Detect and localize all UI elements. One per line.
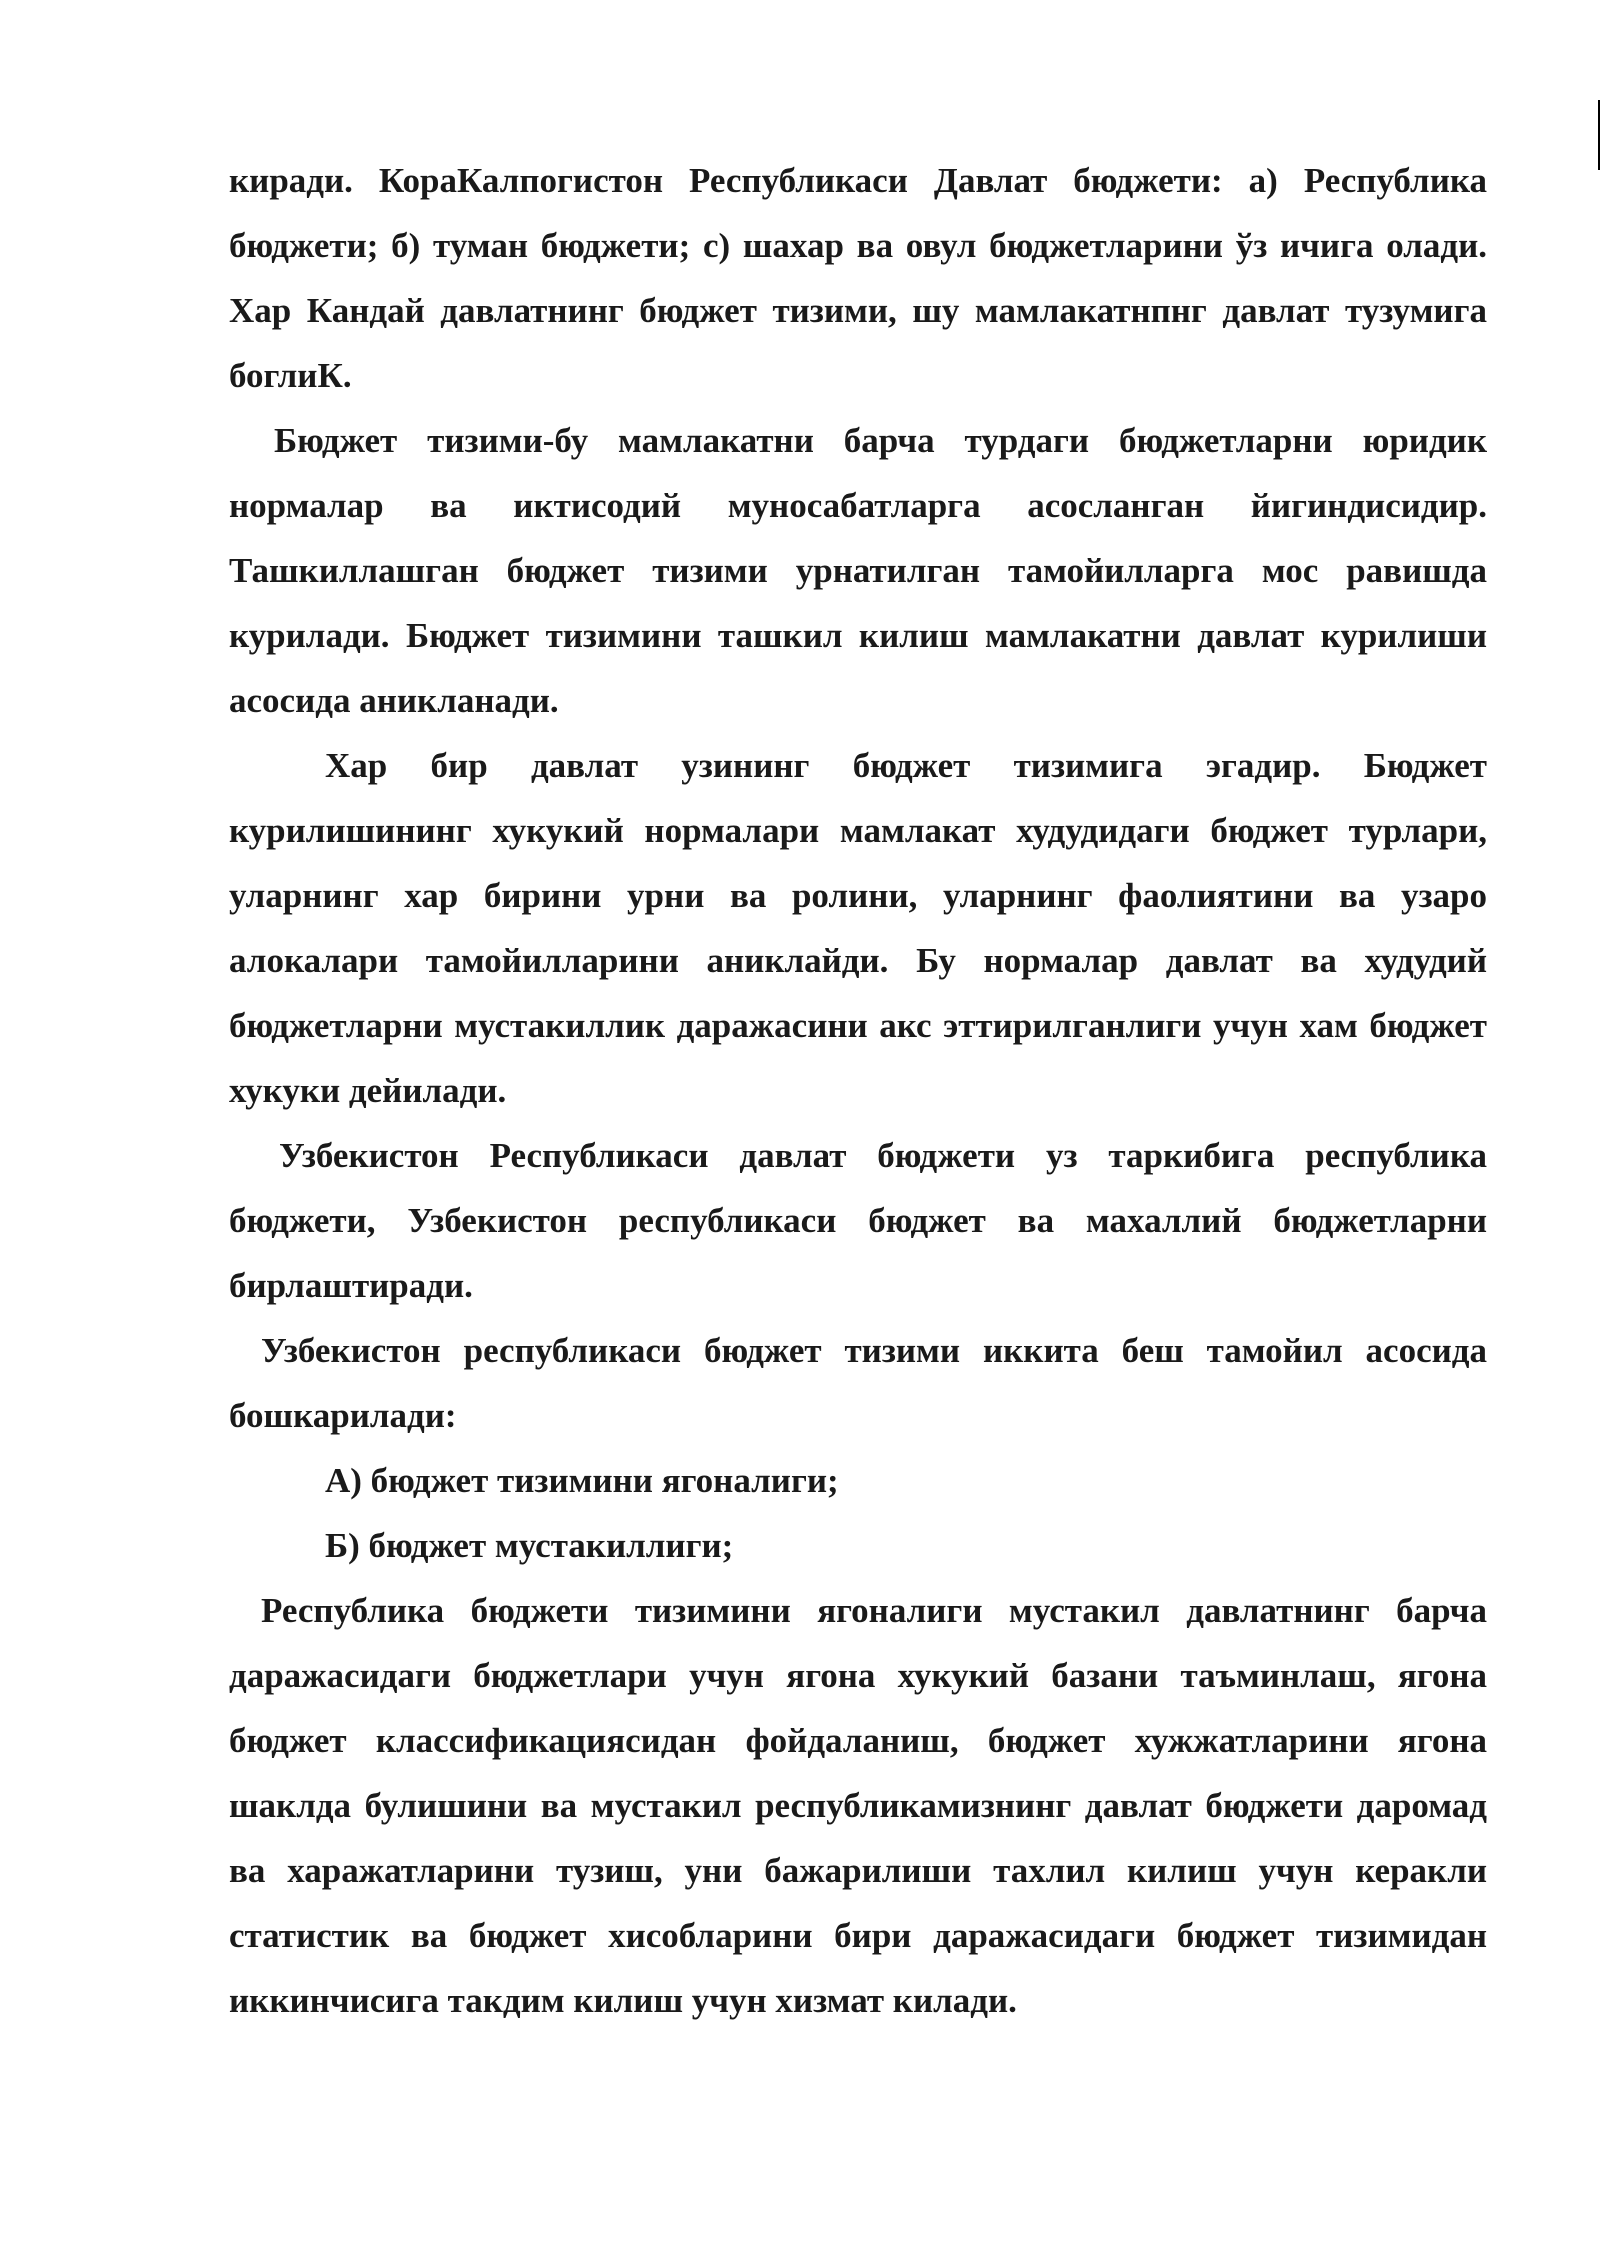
paragraph-2: Бюджет тизими-бу мамлакатни барча турдаги бюджетларни юридик нормалар ва иктисодий муносабатларга асосланган йигиндисидир. Ташкиллашган бюджет тизими урнатилган тамойилларга мос равишда курилади. Бюджет тизимини ташкил килиш мамлакатни давлат курилиши асосида аникланади. [229,421,1487,720]
paragraph-3: Хар бир давлат узининг бюджет тизимига эгадир. Бюджет курилишининг хукукий нормалари мамлакат худудидаги бюджет турлари, уларнинг хар бирини урни ва ролини, уларнинг фаолиятини ва узаро алокалари тамойилларини аниклайди. Бу нормалар давлат ва худудий бюджетларни мустакиллик даражасини акс эттирилганлиги учун хам бюджет хукуки дейилади. [229,746,1487,1110]
paragraph-6: Республика бюджети тизимини ягоналиги мустакил давлатнинг барча даражасидаги бюджетлари учун ягона хукукий базани таъминлаш, ягона бюджет классификациясидан фойдаланиш, бюджет хужжатларини ягона шаклда булишини ва мустакил республикамизнинг давлат бюджети даромад ва харажатларини тузиш, уни бажарилиши тахлил килиш учун керакли статистик ва бюджет хисобларини бири даражасидаги бюджет тизимидан иккинчисига такдим килиш учун хизмат килади. [229,1591,1487,2020]
paragraph-1: киради. КораКалпогистон Республикаси Давлат бюджети: а) Республика бюджети; б) туман бюджети; с) шахар ва овул бюджетларини ўз ичига олади. Хар Кандай давлатнинг бюджет тизими, шу мамлакатнпнг давлат тузумига боглиК. [229,161,1487,395]
list-item-b: Б) бюджет мустакиллиги; [325,1526,734,1565]
paragraph-5: Узбекистон республикаси бюджет тизими иккита беш тамойил асосида бошкарилади: [229,1331,1487,1435]
list-item-a: А) бюджет тизимини ягоналиги; [325,1461,839,1500]
paragraph-4: Узбекистон Республикаси давлат бюджети уз таркибига республика бюджети, Узбекистон республикаси бюджет ва махаллий бюджетларни бирлаштиради. [229,1136,1487,1305]
document-body [229,148,1487,2033]
